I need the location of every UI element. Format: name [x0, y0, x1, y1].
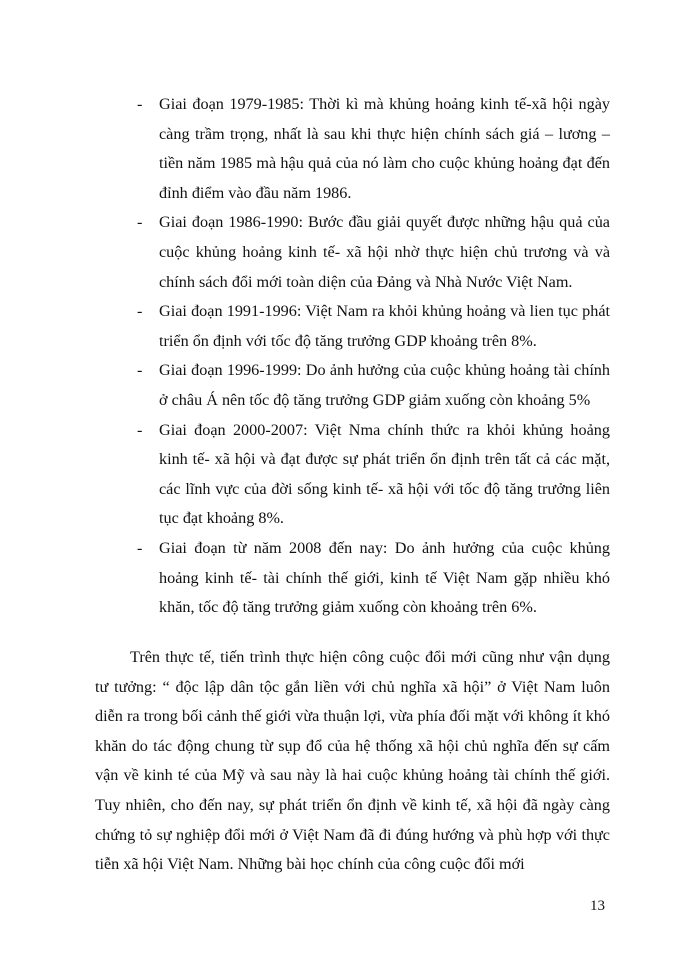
bullet-dash: - [137, 95, 143, 113]
bullet-text: Giai đoạn 1986-1990: Bước đầu giải quyết được những hậu quả của cuộc khủng hoảng kinh tế- xã hội nhờ thực hiện chủ trương và và chính sách đổi mới toàn diện của Đảng và Nhà Nước Việt Nam. [159, 213, 610, 291]
bullet-text: Giai đoạn từ năm 2008 đến nay: Do ảnh hưởng của cuộc khủng hoảng kinh tế- tài chính thế giới, kinh tế Việt Nam gặp nhiều khó khăn, tốc độ tăng trưởng giảm xuống còn khoảng trên 6%. [159, 538, 610, 617]
bullet-dash: - [137, 302, 143, 321]
body-paragraph: Trên thực tế, tiến trình thực hiện công cuộc đổi mới cũng như vận dụng tư tưởng: “ độc lập dân tộc gắn liền với chủ nghĩa xã hội” ở Việt Nam luôn diễn ra trong bối cảnh thế giới vừa thuận lợi, vừa phía đối mặt với không ít khó khăn do tác động chung từ sụp đổ của hệ thống xã hội chủ nghĩa đến sự cấm vận về kinh té của Mỹ và sau này là hai cuộc khủng hoảng tài chính thế giới. Tuy nhiên, cho đến nay, sự phát triển ổn định về kinh tế, xã hội đã ngày càng chứng tỏ sự nghiệp đổi mới ở Việt Nam đã đi đúng hướng và phù hợp với thực tiễn xã hội Việt Nam. Những bài học chính của công cuộc đổi mới [95, 648, 610, 874]
bullet-dash: - [137, 361, 143, 380]
list-item [137, 356, 610, 415]
bullet-text: Giai đoạn 1979-1985: Thời kì mà khủng hoảng kinh tế-xã hội ngày càng trầm trọng, nhất là sau khi thực hiện chính sách giá – lương –tiền năm 1985 mà hậu quả của nó làm cho cuộc khủng hoảng đạt đến đỉnh điểm vào đầu năm 1986. [159, 95, 610, 202]
list-item [137, 90, 610, 208]
bullet-dash: - [137, 420, 143, 439]
list-item [137, 297, 610, 356]
list-item [137, 416, 610, 534]
list-item [137, 534, 610, 623]
period-bullet-list [137, 90, 610, 623]
bullet-text: Giai đoạn 2000-2007: Việt Nma chính thức ra khỏi khủng hoảng kinh tế- xã hội và đạt được sự phát triển ổn định trên tất cả các mặt, các lĩnh vực của đời sống kinh tế- xã hội với tốc độ tăng trưởng liên tục đạt khoảng 8%. [159, 420, 610, 528]
page-number: 13 [590, 898, 605, 914]
bullet-dash: - [137, 213, 143, 232]
bullet-text: Giai đoạn 1996-1999: Do ảnh hưởng của cuộc khủng hoảng tài chính ở châu Á nên tốc độ tăng trưởng GDP giảm xuống còn khoảng 5% [159, 361, 610, 409]
bullet-dash: - [137, 538, 143, 557]
bullet-text: Giai đoạn 1991-1996: Việt Nam ra khỏi khủng hoảng và lien tục phát triển ổn định với tốc độ tăng trưởng GDP khoảng trên 8%. [159, 302, 610, 350]
list-item [137, 208, 610, 297]
